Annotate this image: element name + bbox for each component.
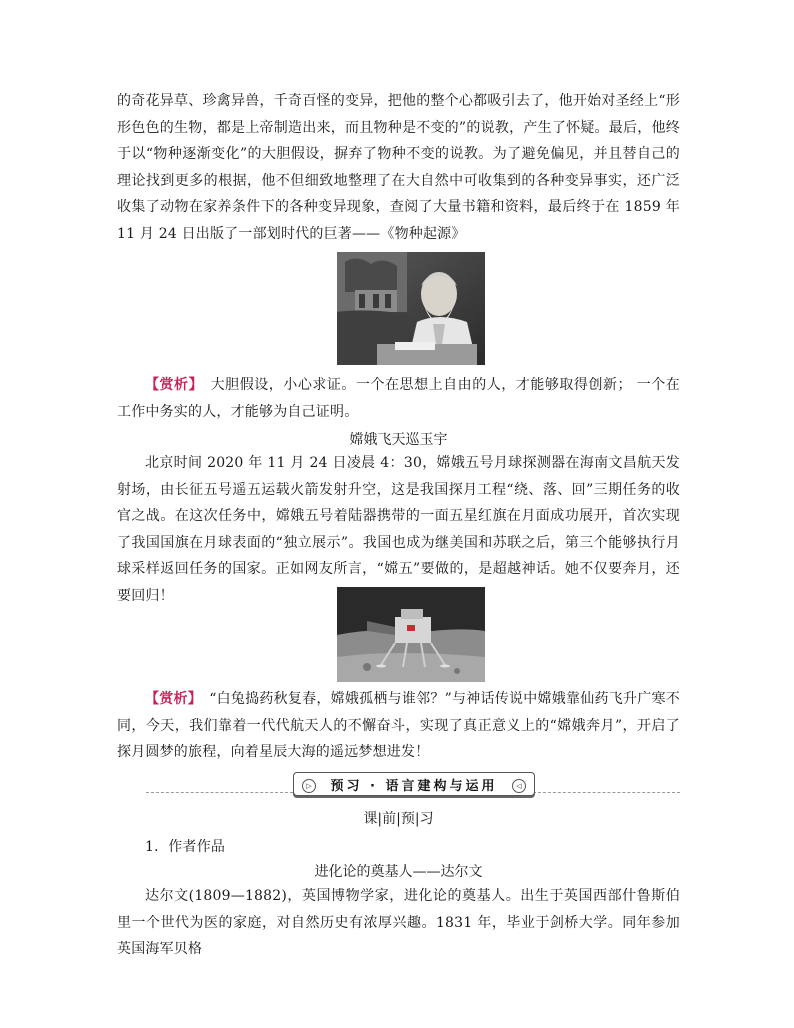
banner-title: 预习 · 语言建构与运用 xyxy=(330,779,498,794)
appreciation-paragraph-1 xyxy=(117,372,680,425)
darwin-subtitle: 进化论的奠基人——达尔文 xyxy=(314,864,483,880)
section-title-chang-e: 嫦娥飞天巡玉宇 xyxy=(349,432,448,448)
darwin-bio: 达尔文(1809—1882)，英国博物学家，进化论的奠基人。出生于英国西部什鲁斯伯里一个世代为医的家庭，对自然历史有浓厚兴趣。1831 年，毕业于剑桥大学。同年参加英国海军贝格 xyxy=(117,888,680,958)
item-author-works: 1．作者作品 xyxy=(145,839,226,855)
appreciation-text: 大胆假设，小心求证。一个在思想上自由的人，才能够取得创新； 一个在工作中务实的人，才能够为自己证明。 xyxy=(117,377,680,420)
appreciation-text: “白兔捣药秋复春，嫦娥孤栖与谁邻？”与神话传说中嫦娥靠仙药飞升广寒不同，今天，我们靠着一代代航天人的不懈奋斗，实现了真正意义上的“嫦娥奔月”，开启了探月圆梦的旅程，向着星辰大海的遥远梦想进发！ xyxy=(117,691,680,761)
appreciation-paragraph-2 xyxy=(117,686,680,766)
play-right-icon: ▷ xyxy=(302,779,316,793)
darwin-portrait-image xyxy=(337,252,485,365)
preview-title: 课|前|预|习 xyxy=(363,811,434,827)
chang-e-paragraph: 北京时间 2020 年 11 月 24 日凌晨 4：30，嫦娥五号月球探测器在海南文昌航天发射场，由长征五号遥五运载火箭发射升空，这是我国探月工程“绕、落、回”三期任务的收官之战。在这次任务中，嫦娥五号着陆器携带的一面五星红旗在月面成功展开，首次实现了我国国旗在月球表面的“独立展示”。我国也成为继美国和苏联之后，第三个能够执行月球采样返回任务的国家。正如网友所言，“嫦五”要做的，是超越神话。她不仅要奔月，还要回归！ xyxy=(117,455,680,604)
section-banner xyxy=(146,770,680,800)
darwin-paragraph: 的奇花异草、珍禽异兽，千奇百怪的变异，把他的整个心都吸引去了，他开始对圣经上“形形色色的生物，都是上帝制造出来，而且物种是不变的”的说教，产生了怀疑。最后，他终于以“物种逐渐变化”的大胆假设，摒弃了物种不变的说教。为了避免偏见，并且替自己的理论找到更多的根据，他不但细致地整理了在大自然中可收集到的各种变异事实，还广泛收集了动物在家养条件下的各种变异现象，查阅了大量书籍和资料，最后终于在 1859 年 11 月 24 日出版了一部划时代的巨著——《物种起源》 xyxy=(117,93,680,242)
banner-pill xyxy=(293,772,535,796)
banner-rule-right xyxy=(533,792,680,793)
appreciation-label: 【赏析】 xyxy=(145,377,197,393)
appreciation-label: 【赏析】 xyxy=(145,691,195,707)
play-left-icon: ◁ xyxy=(512,779,526,793)
lunar-lander-image xyxy=(337,587,485,682)
banner-rule-left xyxy=(146,792,293,793)
